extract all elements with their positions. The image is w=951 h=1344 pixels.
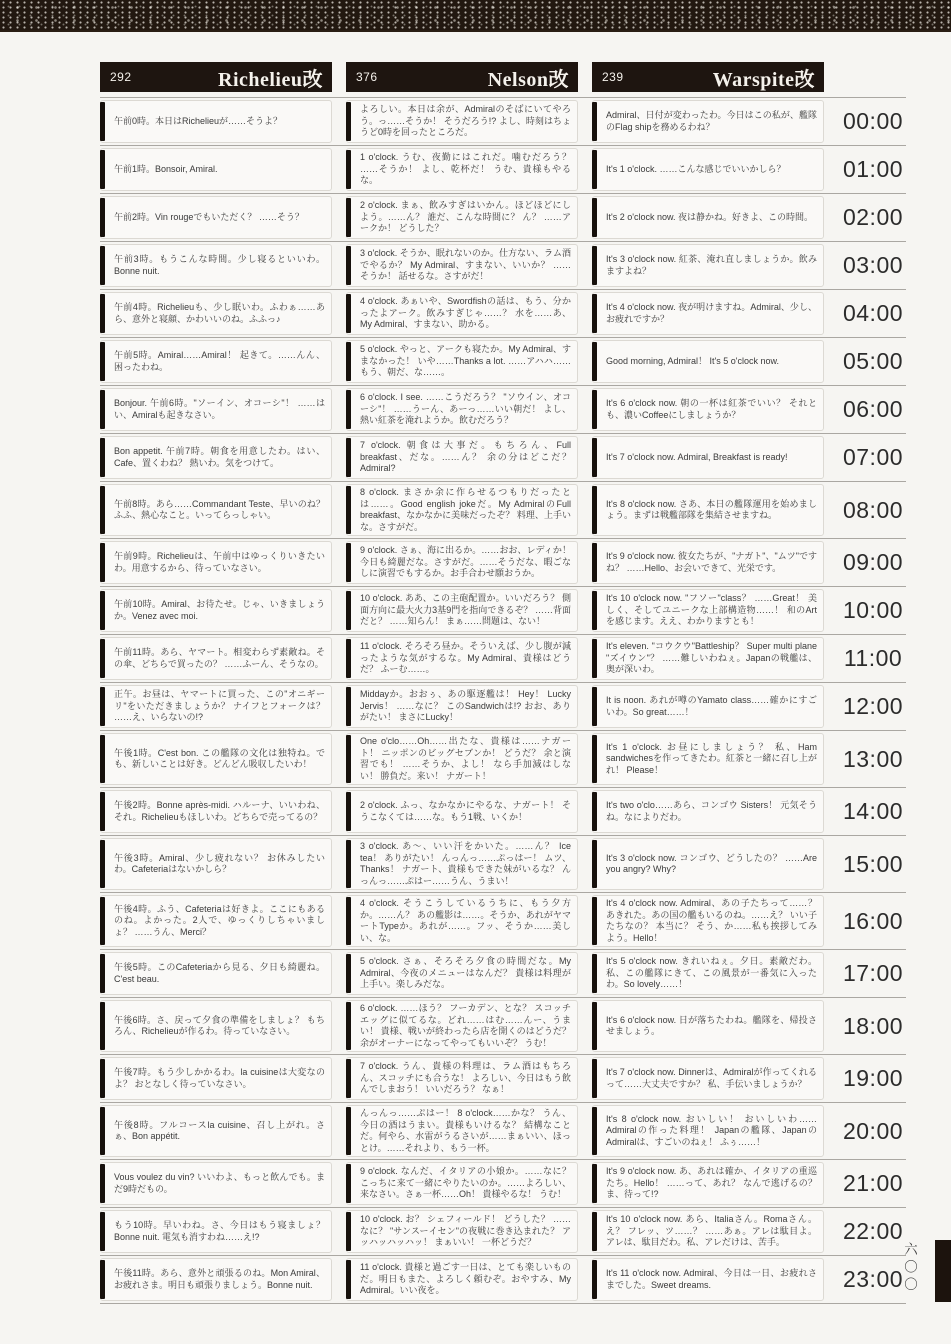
table-row [100,290,906,338]
warspite-line-text: It's 7 o'clock now. Admiral, Breakfast is ready! [606,451,788,462]
cell-accent-bar [592,486,597,534]
nelson-line-text: 9 o'clock. さぁ、海に出るか。……おお、レディか！ 今日も綺麗だな。さすがだ。……そうだな、暇ごなしに演習でもするか。お手合わせ願おうか。 [360,545,571,579]
nelson-line-cell [346,340,578,383]
richelieu-line-cell [100,733,332,785]
ship-name: Nelson改 [487,68,569,91]
warspite-line-cell [592,589,824,632]
table-row [100,194,906,242]
nelson-line-cell [346,637,578,680]
warspite-line-cell [592,196,824,239]
cell-accent-bar [346,1107,351,1155]
nelson-line-cell [346,100,578,143]
cell-accent-bar [346,342,351,381]
cell-accent-bar [592,735,597,783]
header-nelson [346,62,578,92]
warspite-line-cell [592,838,824,890]
cell-accent-bar [592,198,597,237]
time-label: 16:00 [842,907,904,934]
richelieu-line-cell [100,292,332,335]
richelieu-line-cell [100,388,332,431]
cell-accent-bar [346,897,351,945]
warspite-line-text: It's 4 o'clock now. Admiral、あの子たちって……？ あきれた。あの国の艦もいるのね。……え？ いい子たちなの？ 本当に？ そう、か……私も挨拶してみよう。Hello！ [606,898,817,943]
cell-accent-bar [592,1107,597,1155]
table-row [100,635,906,683]
warspite-line-text: It's 3 o'clock now. 紅茶、淹れ直しましょうか。飲みますよね？ [606,254,817,276]
nelson-line-cell [346,1000,578,1052]
warspite-line-text: It's 6 o'clock now. 朝の一杯は紅茶でいい？ それとも、濃いCoffeeにしましょうか？ [606,398,817,420]
richelieu-line-cell [100,541,332,584]
decorative-grunge-band [0,0,951,32]
cell-accent-bar [346,246,351,285]
cell-accent-bar [346,1164,351,1203]
warspite-line-text: It's 5 o'clock now. きれいねぇ。夕日。素敵だわ。私、この艦隊にきて、この風景が一番気に入ったわ。So lovely……！ [606,956,817,990]
time-label: 20:00 [842,1117,904,1144]
warspite-line-cell [592,952,824,995]
nelson-line-cell [346,589,578,632]
table-row [100,482,906,539]
cell-accent-bar [592,342,597,381]
table-row [100,1160,906,1208]
time-label: 03:00 [842,252,904,278]
warspite-line-text: It's 10 o'clock now. "フソー"class？ ……Great！ 美しく、そしてユニークな上部構造物……！ 和のArtを感じます。ええ、わかりますとも！ [606,593,817,627]
nelson-line-text: よろしい。本日は余が、Admiralのそばにいてやろう。っ……そうか！ そうだろう!? よし、時刻はちょうど0時を回ったところだ。 [360,104,571,138]
nelson-line-cell [346,388,578,431]
warspite-line-text: It's two o'clo……あら、コンゴウ Sisters！ 元気そうね。なによりだわ。 [606,800,817,822]
cell-accent-bar [592,294,597,333]
cell-accent-bar [100,102,105,141]
cell-accent-bar [346,198,351,237]
ship-name: Warspite改 [712,68,815,91]
richelieu-line-cell [100,100,332,143]
nelson-line-text: 1 o'clock. うむ、夜勤にはこれだ。噛むだろう？ ……そうか！ よし、乾杯だ！ うむ、貴様もやるな。 [360,152,571,186]
cell-accent-bar [592,102,597,141]
time-label: 07:00 [842,444,904,470]
time-label: 12:00 [842,693,904,719]
cell-accent-bar [592,438,597,477]
richelieu-line-text: 午後4時。ふう、Cafeteriaは好きよ。ここにもあるのね。よかった。2人で、ゆっくりしちゃいましょ？ ……うん、Merci？ [114,903,325,937]
richelieu-line-cell [100,1210,332,1253]
richelieu-line-text: 午後8時。フルコースla cuisine、召し上がれ。さぁ、Bon appétit. [114,1119,325,1141]
richelieu-line-text: 午後7時。もう少しかかるわ。la cuisineは大変なのよ？ おとなしく待っていなさい。 [114,1067,325,1089]
warspite-line-cell [592,685,824,728]
cell-accent-bar [592,246,597,285]
ship-number: 292 [110,70,132,84]
warspite-line-cell [592,484,824,536]
cell-accent-bar [592,1002,597,1050]
cell-accent-bar [100,198,105,237]
cell-accent-bar [100,150,105,189]
warspite-line-text: It's eleven. "コウクウ"Battleship？ Super multi plane "ズイウン"？ ……難しいわねぇ。Japanの戦艦は、奥が深いわ。 [606,641,817,675]
nelson-line-cell [346,952,578,995]
time-label: 09:00 [842,549,904,575]
cell-accent-bar [346,1059,351,1098]
cell-accent-bar [100,294,105,333]
cell-accent-bar [346,1212,351,1251]
time-label: 13:00 [842,745,904,772]
cell-accent-bar [592,897,597,945]
nelson-line-cell [346,292,578,335]
cell-accent-bar [592,591,597,630]
cell-accent-bar [100,897,105,945]
cell-accent-bar [346,438,351,477]
nelson-line-cell [346,541,578,584]
nelson-line-cell [346,1162,578,1205]
table-row [100,98,906,146]
nelson-line-text: 4 o'clock. そうこうしているうちに、もう夕方か。……ん？ あの艦影は……。そうか、あれがヤマートTypeか。あれが……。フッ、そうか……美しい、な。 [360,898,571,943]
nelson-line-cell [346,685,578,728]
richelieu-line-text: 正午。お昼は、ヤマートに買った、この"オニギーリ"をいただきましょうか？ ナイフとフォークは？ ……え、いらないの!? [114,689,325,723]
nelson-line-cell [346,196,578,239]
cell-accent-bar [100,1059,105,1098]
nelson-line-text: 10 o'clock. ああ、この主砲配置か。いいだろう？ 側面方向に最大火力3基9門を指向できるぞ？ ……背面だと？ ……知らん！ まぁ……問題は、ない！ [360,593,571,627]
table-row [100,836,906,893]
richelieu-line-cell [100,895,332,947]
warspite-line-cell [592,1162,824,1205]
richelieu-line-cell [100,244,332,287]
warspite-line-cell [592,733,824,785]
warspite-line-text: It's 9 o'clock now. あ、あれは確か、イタリアの重巡たち。Hello！ ……って、あれ？ なんで逃げるの？ ま、待って!? [606,1166,817,1200]
schedule-table [100,97,906,1304]
warspite-line-cell [592,790,824,833]
richelieu-line-cell [100,436,332,479]
table-row [100,338,906,386]
warspite-line-cell [592,1210,824,1253]
cell-accent-bar [100,840,105,888]
cell-accent-bar [346,150,351,189]
cell-accent-bar [346,735,351,783]
table-row [100,950,906,998]
page-number: 六〇〇 [902,1242,917,1295]
time-label: 01:00 [842,156,904,182]
table-row [100,242,906,290]
cell-accent-bar [592,543,597,582]
time-label: 15:00 [842,850,904,877]
nelson-line-text: 7 o'clock. 朝食は大事だ。もちろん、Full breakfast、だな。……ん？ 余の分はどこだ？ Admiral? [360,440,571,474]
hourly-voice-table [100,62,906,1304]
richelieu-line-cell [100,589,332,632]
column-headers [100,62,906,92]
nelson-line-text: Middayか。おおぅ、あの駆逐艦は！ Hey！ Lucky Jervis！ ……なに？ このSandwichは!? おお、ありがたい！ まさにLucky！ [360,689,571,723]
richelieu-line-cell [100,148,332,191]
table-row [100,893,906,950]
cell-accent-bar [100,1107,105,1155]
richelieu-line-text: もう10時。早いわね。さ、今日はもう寝ましょ？ Bonne nuit. 電気も消すわね……え!? [114,1220,325,1242]
warspite-line-text: It is noon. あれが噂のYamato class……確かにすごいわ。So great……！ [606,695,817,717]
richelieu-line-text: 午前4時。Richelieuも、少し眠いわ。ふわぁ……あら、意外と寝顔、かわいいのね。ふふっ♪ [114,302,325,324]
nelson-line-cell [346,895,578,947]
cell-accent-bar [592,687,597,726]
nelson-line-text: 6 o'clock. ……ほう？ フーカデン、とな？ スコッチエッグに似てるな。どれ……はむ……んー、うまい！ 貴様、戦いが終わったら店を開くのはどうだ？ 余がオーナーになってやってもいいぞ？ うむ！ [360,1003,571,1048]
cell-accent-bar [592,1212,597,1251]
richelieu-line-cell [100,952,332,995]
richelieu-line-text: 午前8時。あら……Commandant Teste、早いのね？ ふふ、熱心なこと。いってらっしゃい。 [114,498,325,520]
nelson-line-cell [346,244,578,287]
cell-accent-bar [100,687,105,726]
warspite-line-text: Good morning, Admiral！ It's 5 o'clock now. [606,355,780,366]
nelson-line-cell [346,838,578,890]
warspite-line-text: It's 6 o'clock now. 日が落ちたわね。艦隊を、帰投させましょう。 [606,1014,817,1036]
nelson-line-cell [346,1057,578,1100]
table-row [100,146,906,194]
table-row [100,731,906,788]
richelieu-line-text: Vous voulez du vin? いいわよ、もっと飲んでも。まだ9時だもの。 [114,1172,325,1194]
table-row [100,1208,906,1256]
cell-accent-bar [592,954,597,993]
nelson-line-text: One o'clo……Oh……出たな、貴様は……ナガート！ ニッポンのビッグセブンか！ どうだ？ 余と演習でも！ ……そうか、よし！ なら手加減はしない！ 勝負だ。来い！ ナガート！ [360,736,571,781]
cell-accent-bar [346,1002,351,1050]
warspite-line-cell [592,148,824,191]
cell-accent-bar [346,639,351,678]
nelson-line-cell [346,148,578,191]
nelson-line-text: 2 o'clock. まぁ、飲みすぎはいかん。ほどほどにしよう。……ん？ 誰だ、こんな時間に？ ん？ ……アークか！ どうした？ [360,200,571,234]
cell-accent-bar [346,792,351,831]
nelson-line-text: 11 o'clock. そろそろ昼か。そういえば、少し腹が減ったような気がするな。My Admiral、貴様はどうだ？ ふーむ……。 [360,641,571,675]
warspite-line-text: It's 10 o'clock now. あら、Italiaさん。Romaさん。え？ フレッ、ツ……？ ……あぁ。アレは駄目よ。アレは、駄目だわ。私、アレだけは、苦手。 [606,1214,817,1248]
table-row [100,539,906,587]
nelson-line-text: 5 o'clock. やっと、アークも寝たか。My Admiral、すまなかった！ いや……Thanks a lot. ……アハハ……もう、朝だ、な……。 [360,344,571,378]
time-label: 19:00 [842,1065,904,1091]
time-label: 05:00 [842,348,904,374]
cell-accent-bar [592,1059,597,1098]
ship-name: Richelieu改 [218,68,323,91]
time-label: 02:00 [842,204,904,230]
richelieu-line-text: 午後11時。あら、意外と頑張るのね。Mon Amiral、お疲れさま。明日も頑張りましょう。Bonne nuit. [114,1268,325,1290]
cell-accent-bar [100,639,105,678]
cell-accent-bar [346,1260,351,1299]
richelieu-line-cell [100,1057,332,1100]
richelieu-line-text: 午後1時。C'est bon. この艦隊の文化は独特ね。でも、新しいことは好き。どんどん吸収したいわ！ [114,747,325,769]
warspite-line-text: It's 1 o'clock. ……こんな感じでいいかしら？ [606,163,786,174]
warspite-line-cell [592,1057,824,1100]
time-label: 06:00 [842,396,904,422]
nelson-line-text: 8 o'clock. まさか余に作らせるつもりだったとは……。Good english jokeだ。My AdmiralのFull breakfast、なかなかに美味だったぞ？ 料理、上手いな。さすがだ。 [360,487,571,532]
richelieu-line-text: 午後5時。このCafeteriaから見る、夕日も綺麗ね。C'est beau. [114,962,325,984]
cell-accent-bar [100,543,105,582]
richelieu-line-text: Bonjour. 午前6時。"ソーイン、オコーシ"！ ……はい、Amiralも起きなさい。 [114,398,325,420]
cell-accent-bar [346,486,351,534]
cell-accent-bar [100,1164,105,1203]
warspite-line-cell [592,541,824,584]
richelieu-line-text: 午前3時。もうこんな時間。少し寝るといいわ。Bonne nuit. [114,254,325,276]
cell-accent-bar [100,792,105,831]
time-label: 10:00 [842,597,904,623]
time-label: 18:00 [842,1012,904,1039]
warspite-line-cell [592,1258,824,1301]
warspite-line-text: It's 8 o'clock now. さあ、本日の艦隊運用を始めましょう。まずは戦艦部隊を集結させますね。 [606,498,817,520]
table-row [100,1055,906,1103]
time-label: 00:00 [842,108,904,134]
nelson-line-text: 3 o'clock. あ〜、いい汗をかいた。……ん？ Ice tea！ ありがたい！ んっんっ……ぷっはー！ ムツ、Thanks！ ナガート、貴様もできた妹がいるな？ んっんっ……ぷはー……うん、うまい！ [360,841,571,886]
cell-accent-bar [100,438,105,477]
time-label: 21:00 [842,1170,904,1196]
nelson-line-cell [346,1258,578,1301]
time-label: 23:00 [842,1266,904,1292]
header-warspite [592,62,824,92]
nelson-line-cell [346,1210,578,1253]
warspite-line-text: It's 9 o'clock now. 彼女たちが、"ナガト"、"ムツ"ですね？ ……Hello、お会いできて、光栄です。 [606,551,817,573]
cell-accent-bar [100,591,105,630]
nelson-line-cell [346,484,578,536]
ship-number: 376 [356,70,378,84]
warspite-line-text: Admiral、日付が変わったわ。今日はこの私が、艦隊のFlag shipを務めるわね？ [606,110,817,132]
cell-accent-bar [100,735,105,783]
warspite-line-text: It's 4 o'clock now. 夜が明けますね。Admiral、少し、お疲れですか？ [606,302,817,324]
richelieu-line-cell [100,838,332,890]
time-label: 11:00 [843,645,903,671]
time-label: 22:00 [842,1218,904,1244]
cell-accent-bar [100,342,105,381]
cell-accent-bar [592,150,597,189]
richelieu-line-cell [100,484,332,536]
richelieu-line-text: 午後3時。Amiral、少し疲れない？ お休みしたいわ。Cafeteriaはないかしら？ [114,852,325,874]
cell-accent-bar [346,390,351,429]
richelieu-line-cell [100,340,332,383]
nelson-line-cell [346,790,578,833]
cell-accent-bar [346,591,351,630]
richelieu-line-cell [100,1000,332,1052]
time-label: 14:00 [842,798,904,824]
richelieu-line-cell [100,1258,332,1301]
cell-accent-bar [100,246,105,285]
table-row [100,386,906,434]
warspite-line-cell [592,637,824,680]
richelieu-line-text: 午前9時。Richelieuは、午前中はゆっくりいきたいわ。用意するから、待っていなさい。 [114,551,325,573]
warspite-line-cell [592,292,824,335]
richelieu-line-text: 午前2時。Vin rougeでもいただく？ ……そう？ [114,211,304,222]
warspite-line-cell [592,895,824,947]
richelieu-line-cell [100,1162,332,1205]
richelieu-line-cell [100,685,332,728]
nelson-line-text: 11 o'clock. 貴様と過ごす一日は、とても楽しいものだ。明日もまた、よろしく頼むぞ。おやすみ、My Admiral。いい夜を。 [360,1262,571,1296]
nelson-line-text: 2 o'clock. ふっ、なかなかにやるな、ナガート！ そうこなくては……な。もう1戦、いくか！ [360,800,571,822]
cell-accent-bar [346,687,351,726]
table-row [100,434,906,482]
warspite-line-text: It's 2 o'clock now. 夜は静かね。好きよ、この時間。 [606,211,813,222]
richelieu-line-cell [100,1105,332,1157]
richelieu-line-text: 午後2時。Bonne après-midi. ハルーナ、いいわね、それ。Richelieuもほしいわ。どちらで売ってるの？ [114,800,325,822]
cell-accent-bar [100,486,105,534]
time-label: 08:00 [842,496,904,523]
cell-accent-bar [346,294,351,333]
warspite-line-cell [592,1000,824,1052]
richelieu-line-text: 午前10時。Amiral、お待たせ。じゃ、いきましょうか。Venez avec moi. [114,599,325,621]
warspite-line-text: It's 3 o'clock now. コンゴウ、どうしたの？ ……Are you angry? Why? [606,852,817,874]
warspite-line-text: It's 11 o'clock now. Admiral、今日は一日、お疲れさまでした。Sweet dreams. [606,1268,817,1290]
warspite-line-cell [592,436,824,479]
richelieu-line-cell [100,196,332,239]
ship-number: 239 [602,70,624,84]
cell-accent-bar [592,639,597,678]
cell-accent-bar [592,1260,597,1299]
cell-accent-bar [346,543,351,582]
nelson-line-text: 5 o'clock. さぁ、そろそろ夕食の時間だな。My Admiral、今夜のメニューはなんだ？ 貴様は料理が上手い。楽しみだな。 [360,956,571,990]
cell-accent-bar [592,1164,597,1203]
cell-accent-bar [100,1260,105,1299]
warspite-line-cell [592,1105,824,1157]
nelson-line-text: 4 o'clock. あぁいや、Swordfishの話は、もう、分かったよアーク。飲みすぎじゃ……？ 水を……あ、My Admiral、すまない、助かる。 [360,296,571,330]
header-richelieu [100,62,332,92]
richelieu-line-text: 午前1時。Bonsoir, Amiral. [114,163,218,174]
cell-accent-bar [100,1212,105,1251]
page-edge-tab [935,1240,951,1302]
warspite-line-cell [592,100,824,143]
warspite-line-text: It's 8 o'clock now. おいしい！ おいしいわ……Admiralの作った料理！ Japanの艦隊、JapanのAdmiralは、すごいのねぇ！ ふぅ……！ [606,1113,817,1147]
warspite-line-cell [592,340,824,383]
warspite-line-text: It's 1 o'clock. お昼にしましょう？ 私、Ham sandwichesを作ってきたわ。紅茶と一緒に召し上がれ！ Please！ [606,741,817,775]
richelieu-line-text: 午前5時。Amiral……Amiral！ 起きて。……んん、困ったわね。 [114,350,325,372]
warspite-line-cell [592,388,824,431]
time-label: 17:00 [842,960,904,986]
nelson-line-text: 7 o'clock. うん、貴様の料理は、ラム酒はもちろん、スコッチにも合うな！ よろしい、今日はもう飲んでしまおう！ いいだろう？ なぁ！ [360,1061,571,1095]
nelson-line-text: んっんっ……ぷはー！ 8 o'clock……かな？ うん、今日の酒はうまい。貴様もいけるな？ 結構なことだ。何やら、水雷がうるさいが……まぁいい、ほっとけ。……それより、もう一杯。 [360,1108,571,1153]
table-row [100,788,906,836]
richelieu-line-text: 午後6時。さ、戻って夕食の準備をしましょ？ もちろん、Richelieuが作るわ。待っていなさい。 [114,1014,325,1036]
table-row [100,998,906,1055]
cell-accent-bar [100,1002,105,1050]
cell-accent-bar [100,390,105,429]
nelson-line-text: 9 o'clock. なんだ、イタリアの小娘か。……なに？ こっちに来て一緒にやりたいのか。……よろしい、来なさい。さぁ一杯……Oh！ 貴様やるな！ うむ！ [360,1166,571,1200]
time-label: 04:00 [842,300,904,326]
nelson-line-cell [346,1105,578,1157]
cell-accent-bar [592,840,597,888]
table-row [100,1256,906,1304]
table-row [100,587,906,635]
table-row [100,1103,906,1160]
nelson-line-text: 6 o'clock. I see. ……こうだろう？ "ソウイン、オコーシ"！ ……うーん、あーっ……いい朝だ！ よし、熱い紅茶を淹れようか。飲むだろう？ [360,392,571,426]
nelson-line-text: 3 o'clock. そうか、眠れないのか。仕方ない、ラム酒でやるか？ My Admiral、すまない、いいか？ ……そうか！ 話せるな。さすがだ！ [360,248,571,282]
richelieu-line-text: 午前11時。あら、ヤマート。相変わらず素敵ね。その傘、どちらで買ったの？ ……ふーん、そうなの。 [114,647,325,669]
warspite-line-cell [592,244,824,287]
cell-accent-bar [100,954,105,993]
cell-accent-bar [346,102,351,141]
warspite-line-text: It's 7 o'clock now. Dinnerは、Admiralが作ってくれるって……大丈夫ですか？ 私、手伝いましょうか？ [606,1067,817,1089]
cell-accent-bar [592,792,597,831]
cell-accent-bar [346,840,351,888]
nelson-line-cell [346,436,578,479]
richelieu-line-text: Bon appetit. 午前7時。朝食を用意したわ。はい、Cafe、置くわね？ 熱いわ。気をつけて。 [114,446,325,468]
richelieu-line-text: 午前0時。本日はRichelieuが……そうよ？ [114,115,283,126]
nelson-line-text: 10 o'clock. お？ シェフィールド！ どうした？ ……なに？ "サンスーイセン"の夜戦に巻き込まれた？ アッハッハッハッ！ まぁいい！ 一杯どうだ？ [360,1214,571,1248]
table-row [100,683,906,731]
richelieu-line-cell [100,790,332,833]
cell-accent-bar [346,954,351,993]
cell-accent-bar [592,390,597,429]
nelson-line-cell [346,733,578,785]
richelieu-line-cell [100,637,332,680]
